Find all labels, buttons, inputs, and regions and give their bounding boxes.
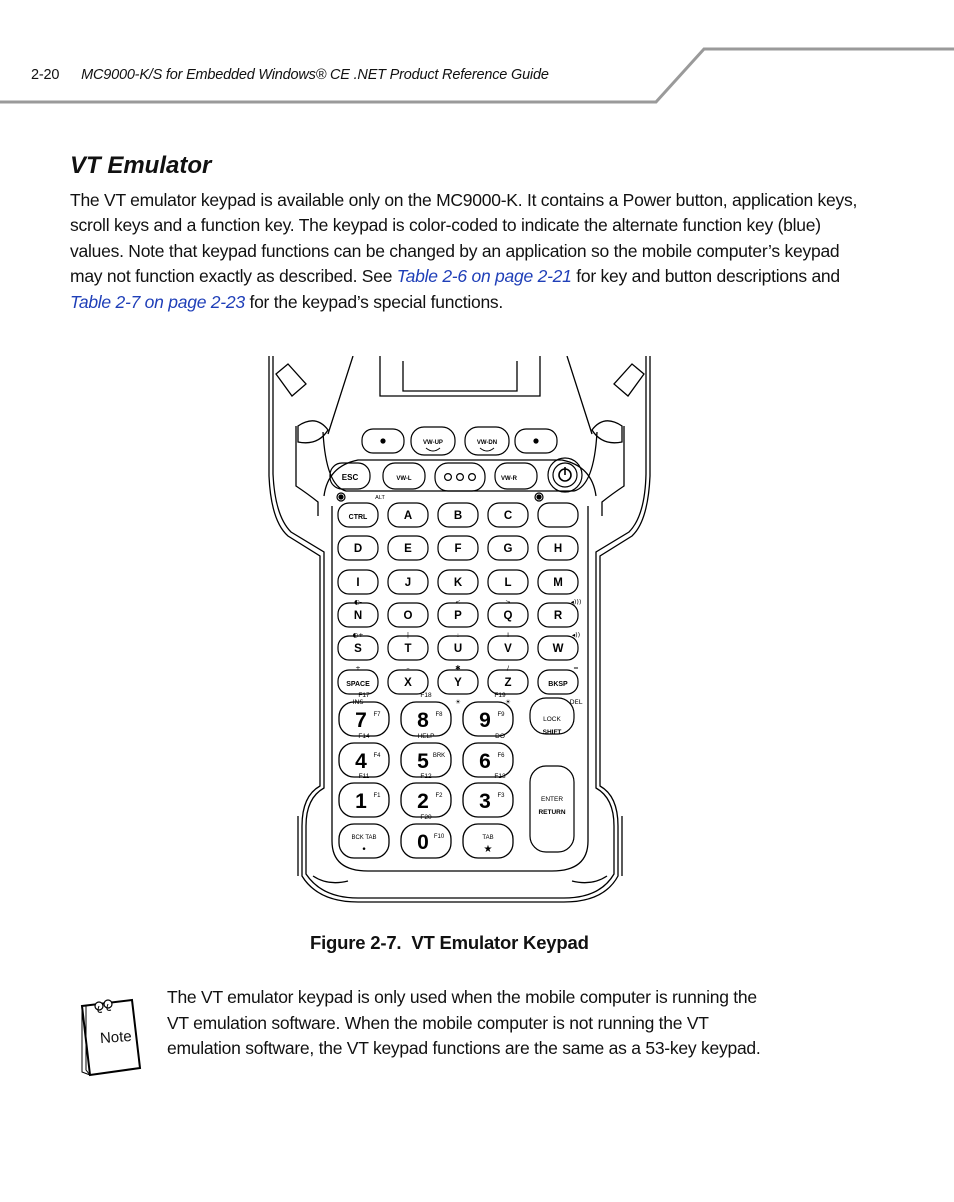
keypad-key-x [388,670,428,694]
svg-text:A: A [403,510,413,522]
svg-text:7: 7 [355,709,367,732]
fn-label: F20 [420,814,432,821]
svg-text:8: 8 [417,709,429,732]
fn-label: F11 [358,773,370,780]
svg-text:1: 1 [355,790,367,813]
alt-function-label: ✱ [455,664,461,672]
keypad-key-space [338,670,378,694]
keypad-key-u [438,636,478,660]
keypad-key-z [488,670,528,694]
section-title: VT Emulator [70,152,212,179]
shift-label: SHIFT [542,729,562,736]
svg-text:★: ★ [483,844,493,855]
svg-text:BKSP: BKSP [548,681,568,688]
svg-text:F: F [454,543,462,555]
svg-text:BRK: BRK [432,753,446,759]
svg-text:SPACE: SPACE [346,681,370,688]
vw-r-key: VW-R [501,476,517,482]
svg-text:G: G [503,543,513,555]
svg-text:6: 6 [479,750,491,773]
svg-text:F2: F2 [435,793,443,799]
guide-title: MC9000-K/S for Embedded Windows® CE .NET Product Reference Guide [81,67,549,83]
keypad-key-bksp [538,670,578,694]
svg-text:Y: Y [454,677,462,689]
alt-function-label: ◐+ [352,631,364,639]
svg-text:U: U [453,643,463,655]
keypad-numkey-5 [401,743,451,777]
vw-up-key: VW-UP [423,440,443,446]
alt-function-label: > [505,598,511,606]
svg-text:F9: F9 [497,712,505,718]
keypad-key-e [388,536,428,560]
keypad-key-w [538,636,578,660]
keypad-key-p [438,603,478,627]
svg-text:F10: F10 [433,834,445,840]
keypad-key-v [488,636,528,660]
keypad-key-ctrl [338,503,378,527]
svg-text:F3: F3 [497,793,505,799]
fn-label: F19 [494,692,506,699]
svg-text:0: 0 [417,831,429,854]
alt-function-label: < [455,598,461,606]
alt-function-label: INS [352,698,364,706]
figure-caption [310,932,589,954]
svg-text:V: V [504,643,512,655]
keypad-key-r [538,603,578,627]
keypad-numkey-2 [401,783,451,817]
svg-text:J: J [404,577,412,589]
table-2-6-link[interactable]: Table 2-6 on page 2-21 [396,266,572,287]
svg-text:C: C [503,510,513,522]
vt-keypad-figure [268,356,652,904]
svg-text:F4: F4 [373,753,381,759]
figure-number: Figure 2-7. [310,932,402,953]
note-text: The VT emulator keypad is only used when the mobile computer is running the VT emulation software. When the mobile computer is not running the VT emulation software, the VT keypad functions are the same as a 53-key keypad. [167,987,761,1058]
keypad-key-y [438,670,478,694]
alt-function-label: ! [506,631,510,639]
svg-text:I: I [356,577,360,589]
keypad-key-q [488,603,528,627]
table-2-7-link[interactable]: Table 2-7 on page 2-23 [70,291,245,312]
alt-function-label: ◂))) [570,598,582,606]
svg-text:X: X [404,677,412,689]
svg-text:9: 9 [479,709,491,732]
keypad-key-i [338,570,378,594]
keypad-key-b [438,503,478,527]
svg-text:B: B [453,510,463,522]
svg-text:K: K [453,577,463,589]
alt-function-label: ◐- [353,598,363,606]
keypad-key-blank-0-4 [538,503,578,527]
keypad-key-l [488,570,528,594]
svg-text:N: N [353,610,363,622]
fn-label: F12 [420,773,432,780]
esc-key: ESC [341,473,359,482]
return-label: RETURN [538,809,566,816]
intro-paragraph [70,188,860,315]
para-text-2: for key and button descriptions and [571,266,840,287]
keypad-key-n [338,603,378,627]
alt-function-label: : [456,631,460,639]
keypad-numkey-7 [339,702,389,736]
keypad-numkey-1 [339,783,389,817]
svg-text:4: 4 [355,750,367,773]
keypad-key-m [538,570,578,594]
keypad-key-k [438,570,478,594]
alt-function-label: / [506,664,510,672]
svg-text:F7: F7 [373,712,381,718]
svg-text:5: 5 [417,750,429,773]
svg-text:S: S [354,643,362,655]
svg-text:T: T [404,643,412,655]
alt-function-label: ☀ [505,698,511,706]
fn-label: F13 [494,773,506,780]
svg-text:2: 2 [417,790,429,813]
svg-text:F1: F1 [373,793,381,799]
svg-text:Q: Q [503,610,513,622]
keypad-key-j [388,570,428,594]
note-label: Note [99,1027,133,1048]
keypad-numkey-tab [463,824,513,858]
keypad-key-t [388,636,428,660]
keypad-numkey-3 [463,783,513,817]
page-number: 2-20 [31,67,60,83]
svg-text:E: E [404,543,412,555]
keypad-numkey-4 [339,743,389,777]
keypad-key-o [388,603,428,627]
alt-function-label: = [573,664,579,672]
svg-text:F8: F8 [435,712,443,718]
keypad-key-h [538,536,578,560]
alt-function-label: + [355,664,361,672]
svg-text:BCK TAB: BCK TAB [351,835,377,841]
svg-text:O: O [403,610,413,622]
svg-text:TAB: TAB [482,835,494,841]
enter-label: ENTER [540,796,564,803]
svg-text:P: P [454,610,462,622]
keypad-key-c [488,503,528,527]
svg-text:3: 3 [479,790,491,813]
svg-text:L: L [504,577,512,589]
keypad-numkey-8 [401,702,451,736]
keypad-key-d [338,536,378,560]
svg-text:D: D [353,543,363,555]
keypad-numkey-6 [463,743,513,777]
lock-label: LOCK [543,716,561,723]
keypad-key-a [388,503,428,527]
svg-text:W: W [552,643,564,655]
keypad-numkey-bck-tab [339,824,389,858]
svg-text:•: • [361,845,367,855]
svg-text:F6: F6 [497,753,505,759]
alt-function-label: | [406,631,410,639]
fn-label: F18 [420,692,432,699]
header-rule [0,0,954,110]
para-text-3: for the keypad’s special functions. [244,291,504,312]
keypad-key-f [438,536,478,560]
svg-text:R: R [553,610,563,622]
keypad-numkey-0 [401,824,451,858]
alt-label: ALT [375,495,385,501]
fn-label: DO [495,733,505,740]
svg-text:H: H [553,543,563,555]
keypad-key-g [488,536,528,560]
fn-label: HELP [417,733,435,740]
alt-function-label: – [406,664,410,672]
vw-dn-key: VW-DN [476,440,498,446]
keypad-numkey-9 [463,702,513,736]
vw-l-key: VW-L [396,476,412,482]
keypad-key-s [338,636,378,660]
figure-title: VT Emulator Keypad [411,932,589,953]
svg-text:CTRL: CTRL [348,514,368,521]
fn-label: F17 [358,692,370,699]
svg-text:Z: Z [504,677,512,689]
alt-function-label: ☀ [455,698,461,706]
alt-function-label: DEL [569,698,583,706]
fn-label: F14 [358,733,370,740]
svg-text:M: M [553,577,563,589]
para-text-1: The VT emulator keypad is available only on the MC9000-K. It contains a Power button, application keys, scroll keys and a function key. The keypad is color-coded to indicate the alternate function key (blue) values. Note that keypad functions can be changed by an application so the mobile computer’s keypad may not function exactly as described. See [70,190,858,287]
running-header [31,67,549,83]
alt-function-label: ◂)) [571,631,581,639]
